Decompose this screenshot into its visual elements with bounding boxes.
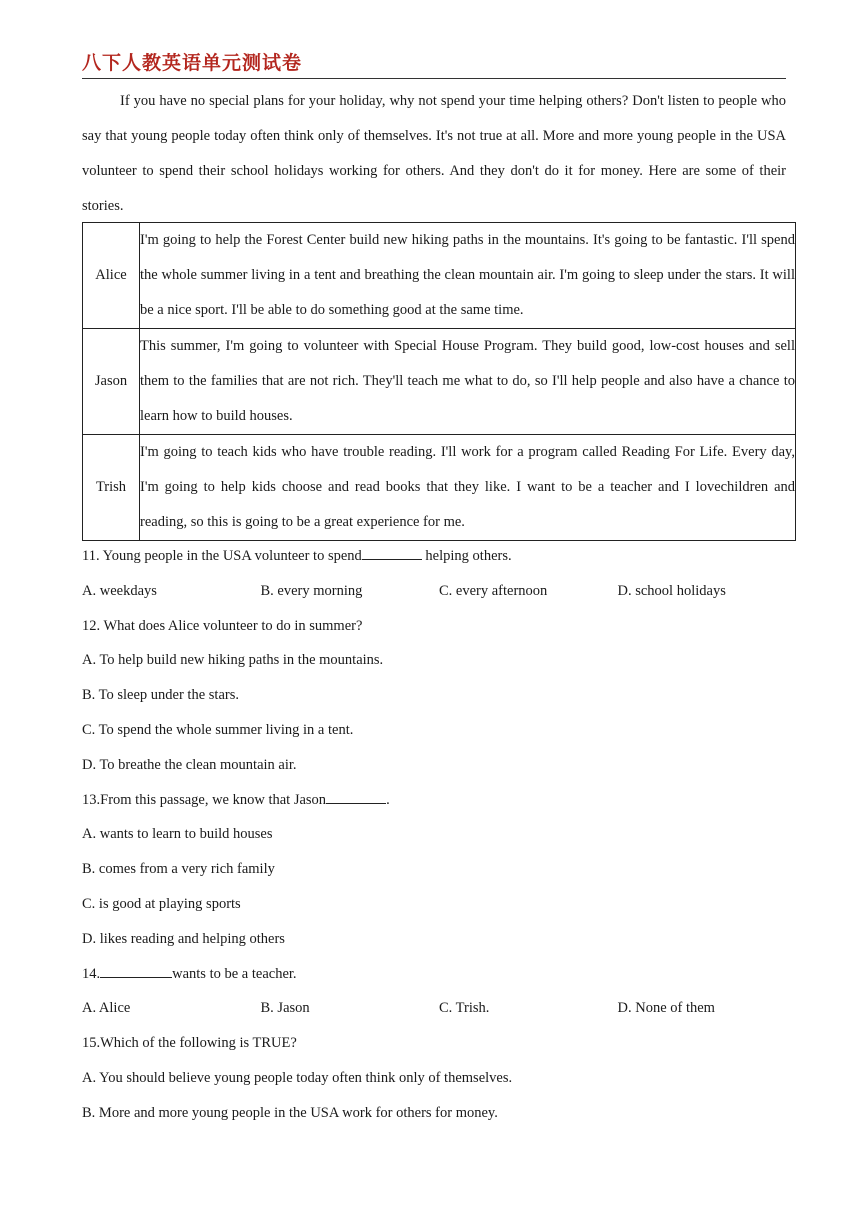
answer-option: A. You should believe young people today often think only of themselves.: [82, 1069, 513, 1086]
answer-option: A. weekdays: [82, 582, 157, 599]
question-text: 13.From this passage, we know that Jason: [82, 791, 327, 808]
answer-option: D. None of them: [617, 1000, 715, 1017]
table-row: [83, 329, 796, 435]
question-text: .: [386, 791, 390, 808]
answer-option: C. is good at playing sports: [82, 895, 241, 912]
question-text: wants to be a teacher.: [172, 965, 297, 982]
answer-option: D. To breathe the clean mountain air.: [82, 756, 297, 773]
answer-option: B. More and more young people in the USA work for others for money.: [82, 1104, 498, 1121]
answer-option: A. wants to learn to build houses: [82, 826, 273, 843]
question-13-stem: [82, 783, 796, 818]
page-header: [82, 50, 786, 79]
story-name: Trish: [83, 435, 140, 541]
question-14-stem: [82, 957, 796, 992]
answer-blank: [362, 545, 422, 560]
stories-table: [82, 222, 796, 541]
question-14-options: [82, 991, 796, 1026]
story-name: Jason: [83, 329, 140, 435]
question-12-stem: 12. What does Alice volunteer to do in summer?: [82, 617, 363, 634]
question-15-stem: 15.Which of the following is TRUE?: [82, 1035, 297, 1052]
answer-blank: [100, 963, 172, 978]
question-text: helping others.: [421, 548, 512, 564]
answer-option: D. likes reading and helping others: [82, 930, 285, 947]
story-name: Alice: [83, 223, 140, 329]
answer-option: C. To spend the whole summer living in a tent.: [82, 721, 354, 738]
story-text: This summer, I'm going to volunteer with Special House Program. They build good, low-cost houses and sell them to the families that are not rich. They'll teach me what to do, so I'll help people and also have a chance to learn how to build houses.: [140, 329, 796, 435]
table-row: [83, 223, 796, 329]
answer-option: A. To help build new hiking paths in the mountains.: [82, 652, 384, 669]
answer-option: B. every morning: [260, 582, 363, 599]
question-11-stem: [82, 539, 796, 574]
answer-option: C. Trish.: [439, 1000, 490, 1017]
answer-option: B. Jason: [260, 1000, 310, 1017]
story-text: I'm going to help the Forest Center build new hiking paths in the mountains. It's going to be fantastic. I'll spend the whole summer living in a tent and breathing the clean mountain air. I'm going to sleep under the stars. It will be a nice sport. I'll be able to do something good at the same time.: [140, 223, 796, 329]
answer-option: A. Alice: [82, 1000, 131, 1017]
answer-option: B. comes from a very rich family: [82, 861, 275, 878]
question-text: 14.: [82, 965, 101, 982]
answer-blank: [326, 789, 386, 804]
answer-option: B. To sleep under the stars.: [82, 687, 239, 704]
questions-section: [82, 539, 796, 1131]
question-11-options: [82, 574, 796, 609]
page-title: 八下人教英语单元测试卷: [82, 52, 303, 74]
table-row: [83, 435, 796, 541]
answer-option: C. every afternoon: [439, 582, 548, 599]
question-text: 11. Young people in the USA volunteer to spend: [82, 548, 362, 564]
story-text: I'm going to teach kids who have trouble reading. I'll work for a program called Reading For Life. Every day, I'm going to help kids choose and read books that they like. I want to be a teacher and I lovechildren and reading, so this is going to be a great experience for me.: [140, 435, 796, 541]
passage-intro: If you have no special plans for your holiday, why not spend your time helping others? Don't listen to people who say that young people today often think only of themselves. It's not true at all. More and more young people in the USA volunteer to spend their school holidays working for others. And they don't do it for money. Here are some of their stories.: [82, 93, 786, 214]
answer-option: D. school holidays: [617, 582, 726, 599]
